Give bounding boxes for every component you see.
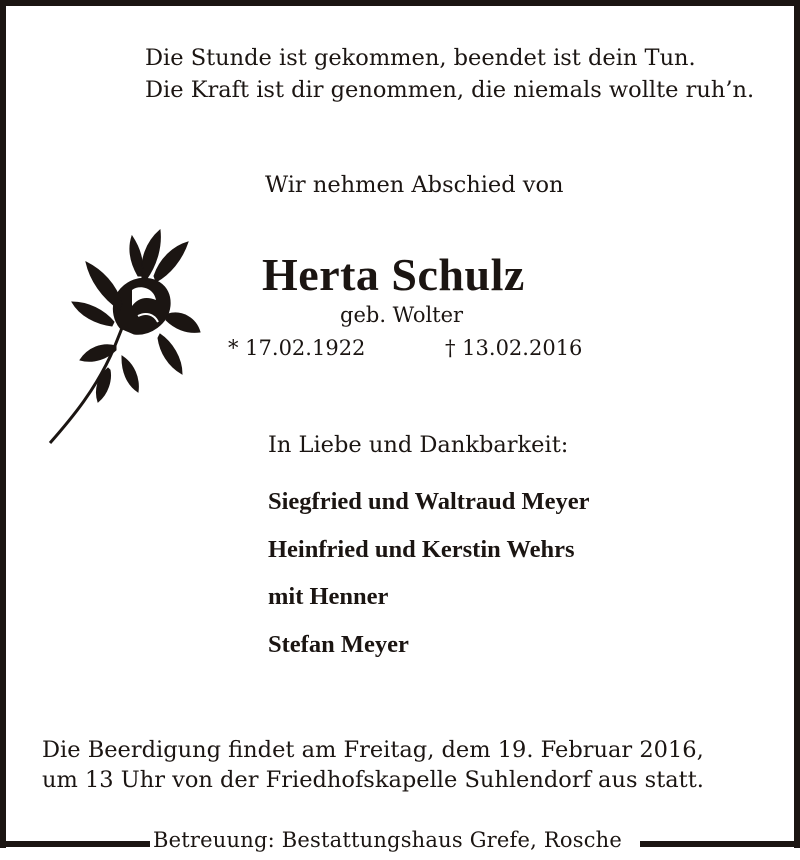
mourner-item: Siegfried und Waltraud Meyer: [268, 488, 590, 515]
birth-date: * 17.02.1922: [228, 336, 366, 360]
mourner-item: Heinfried und Kerstin Wehrs: [268, 535, 575, 563]
border-top: [0, 0, 800, 6]
funeral-home-credit: Betreuung: Bestattungshaus Grefe, Rosche: [153, 828, 623, 852]
farewell-text: Wir nehmen Abschied von: [265, 172, 564, 198]
border-left: [0, 0, 6, 848]
death-date: † 13.02.2016: [445, 336, 583, 360]
deceased-name: Herta Schulz: [262, 249, 525, 300]
mourner-item: mit Henner: [268, 583, 389, 610]
border-bottom-left: [0, 841, 150, 847]
gratitude-line: In Liebe und Dankbarkeit:: [268, 432, 569, 458]
funeral-info: [42, 735, 704, 795]
funeral-line-1: Die Beerdigung findet am Freitag, dem 19. Februar 2016,: [42, 737, 704, 763]
mourner-item: Stefan Meyer: [268, 630, 409, 658]
rose-icon: [42, 218, 202, 458]
funeral-line-2: um 13 Uhr von der Friedhofskapelle Suhlendorf aus statt.: [42, 767, 704, 793]
poem: [145, 42, 754, 106]
border-bottom-right: [640, 841, 800, 847]
mourners-list: [268, 478, 589, 668]
poem-line-1: Die Stunde ist gekommen, beendet ist dein Tun.: [145, 45, 696, 71]
maiden-name: geb. Wolter: [340, 303, 464, 327]
border-right: [794, 0, 800, 848]
poem-line-2: Die Kraft ist dir genommen, die niemals wollte ruh’n.: [145, 77, 755, 103]
